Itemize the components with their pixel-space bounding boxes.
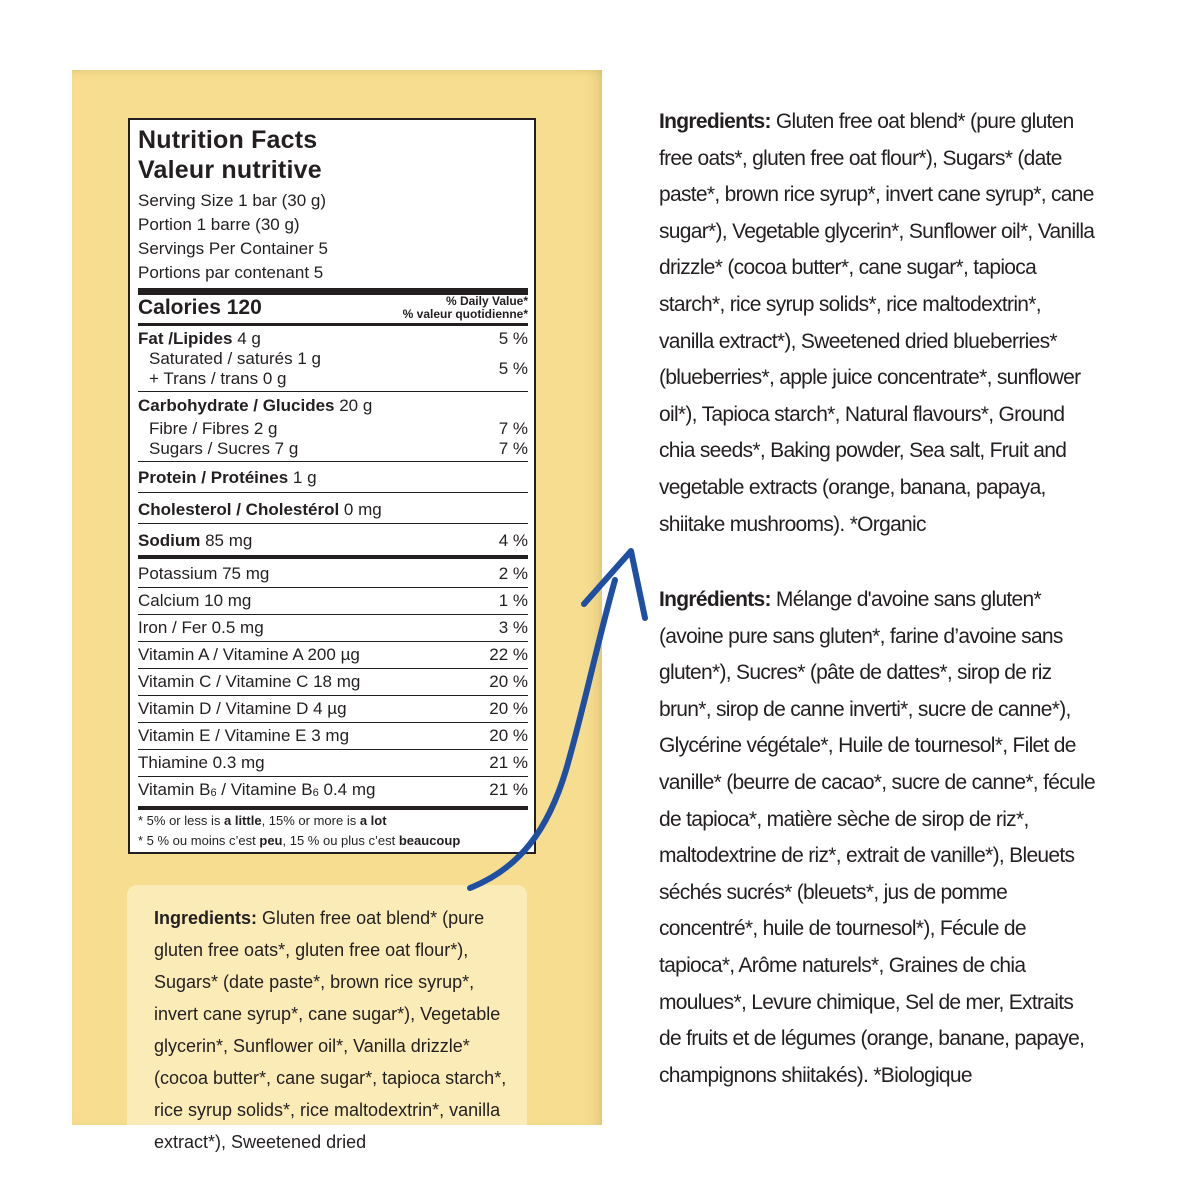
ingredients-french-text: Mélange d'avoine sans gluten* (avoine pure sans gluten*, farine d’avoine sans gluten*), Sucres* (pâte de dattes*, sirop de riz brun*, sirop de canne inverti*, sucre de canne*), Glycérine végétale*, Huile de tournesol*, Filet de vanille* (beurre de cacao*, sucre de canne*, fécule de tapioca*, matière sèche de sirop de riz*, maltodextrine de riz*, extrait de vanille*), Bleuets séchés sucrés* (bleuets*, jus de pomme concentré*, huile de tournesol*), Fécule de tapioca*, Arôme naturels*, Graines de chia moulues*, Levure chimique, Sel de mer, Extraits de fruits et de légumes (orange, banane, papaye, champignons shiitakés). *Biologique [659, 588, 1095, 1087]
b6-text-a: Vitamin B [138, 780, 211, 799]
daily-value-en: % Daily Value* [445, 294, 528, 308]
b6-text-c: 0.4 mg [318, 780, 376, 799]
footnote-bold: a little [223, 813, 262, 828]
sodium-label: Sodium [138, 531, 201, 550]
vitamin-label: Vitamin C / Vitamine C 18 mg [138, 672, 361, 691]
ingredients-french-heading: Ingrédients: [659, 588, 771, 611]
ingredients-english-heading: Ingredients: [659, 110, 771, 133]
vitamin-label: Calcium 10 mg [138, 591, 252, 610]
fat-pct: 5 % [498, 329, 528, 348]
sodium-pct: 4 % [498, 531, 528, 550]
b6-text-b: / Vitamine B [216, 780, 313, 799]
sugars-pct: 7 % [498, 439, 528, 458]
cholesterol-label: Cholesterol / Cholestérol [138, 500, 340, 519]
vitamin-pct: 3 % [498, 618, 528, 637]
package-ingredients-text: Gluten free oat blend* (pure gluten free oats*, gluten free oat flour*), Sugars* (date paste*, brown rice syrup*, invert cane syrup*, cane sugar*), Vegetable glycerin*, Sunflower oil*, Vanilla drizzle* (cocoa butter*, cane sugar*, tapioca starch*, rice syrup solids*, rice maltodextrin*, vanilla extract*), Sweetened dried [154, 908, 507, 1152]
saturated-label: Saturated / saturés 1 g [149, 349, 321, 368]
carbohydrate-amount: 20 g [334, 396, 373, 415]
footnote-text: * 5 % ou moins c’est [138, 833, 260, 848]
sodium-amount: 85 mg [200, 531, 253, 550]
footnote-bold: beaucoup [398, 833, 461, 848]
nutrition-title-fr: Valeur nutritive [138, 156, 322, 184]
ingredients-english [659, 104, 1099, 543]
ingredients-french [659, 582, 1099, 1094]
vitamin-pct: 2 % [498, 564, 528, 583]
footnote-bold: peu [259, 833, 283, 848]
cholesterol-amount: 0 mg [339, 500, 382, 519]
footnote-bold: a lot [359, 813, 387, 828]
vitamin-label: Thiamine 0.3 mg [138, 753, 265, 772]
vitamin-pct: 20 % [489, 672, 528, 691]
vitamin-pct: 20 % [489, 699, 528, 718]
carbohydrate-label: Carbohydrate / Glucides [138, 396, 335, 415]
vitamin-pct: 21 % [489, 753, 528, 772]
daily-value-fr: % valeur quotidienne* [402, 307, 528, 321]
b6-sub-b: 6 [312, 787, 319, 799]
sugars-label: Sugars / Sucres 7 g [149, 439, 299, 458]
vitamin-label: Vitamin D / Vitamine D 4 µg [138, 699, 347, 718]
vitamin-pct: 22 % [489, 645, 528, 664]
servings-per-container-fr: Portions par contenant 5 [138, 263, 324, 282]
b6-sub-a: 6 [210, 787, 217, 799]
vitamin-label: Potassium 75 mg [138, 564, 270, 583]
protein-amount: 1 g [288, 468, 317, 487]
serving-size-fr: Portion 1 barre (30 g) [138, 215, 300, 234]
footnote-text: * 5% or less is [138, 813, 224, 828]
trans-label: + Trans / trans 0 g [149, 369, 287, 388]
saturated-pct: 5 % [498, 359, 528, 378]
vitamin-label: Vitamin E / Vitamine E 3 mg [138, 726, 350, 745]
fat-label: Fat /Lipides [138, 329, 233, 348]
serving-size-en: Serving Size 1 bar (30 g) [138, 191, 327, 210]
fibre-label: Fibre / Fibres 2 g [149, 419, 278, 438]
calories-label: Calories 120 [138, 296, 262, 319]
fibre-pct: 7 % [498, 419, 528, 438]
protein-label: Protein / Protéines [138, 468, 289, 487]
vitamin-pct: 21 % [489, 780, 528, 799]
vitamin-pct: 1 % [498, 591, 528, 610]
fat-amount: 4 g [232, 329, 261, 348]
vitamin-label: Iron / Fer 0.5 mg [138, 618, 264, 637]
vitamin-pct: 20 % [489, 726, 528, 745]
vitamin-label: Vitamin A / Vitamine A 200 µg [138, 645, 360, 664]
servings-per-container-en: Servings Per Container 5 [138, 239, 328, 258]
footnote-text: , 15% or more is [261, 813, 360, 828]
footnote-text: , 15 % ou plus c’est [282, 833, 399, 848]
ingredients-english-text: Gluten free oat blend* (pure gluten free oats*, gluten free oat flour*), Sugars* (date paste*, brown rice syrup*, invert cane syrup*, cane sugar*), Vegetable glycerin*, Sunflower oil*, Vanilla drizzle* (cocoa butter*, cane sugar*, tapioca starch*, rice syrup solids*, rice maltodextrin*, vanilla extract*), Sweetened dried blueberries* (blueberries*, apple juice concentrate*, sunflower oil*), Tapioca starch*, Natural flavours*, Ground chia seeds*, Baking powder, Sea salt, Fruit and vegetable extracts (orange, banana, papaya, shiitake mushrooms). *Organic [659, 110, 1095, 536]
package-ingredients-heading: Ingredients: [154, 908, 258, 928]
nutrition-title-en: Nutrition Facts [138, 126, 318, 154]
